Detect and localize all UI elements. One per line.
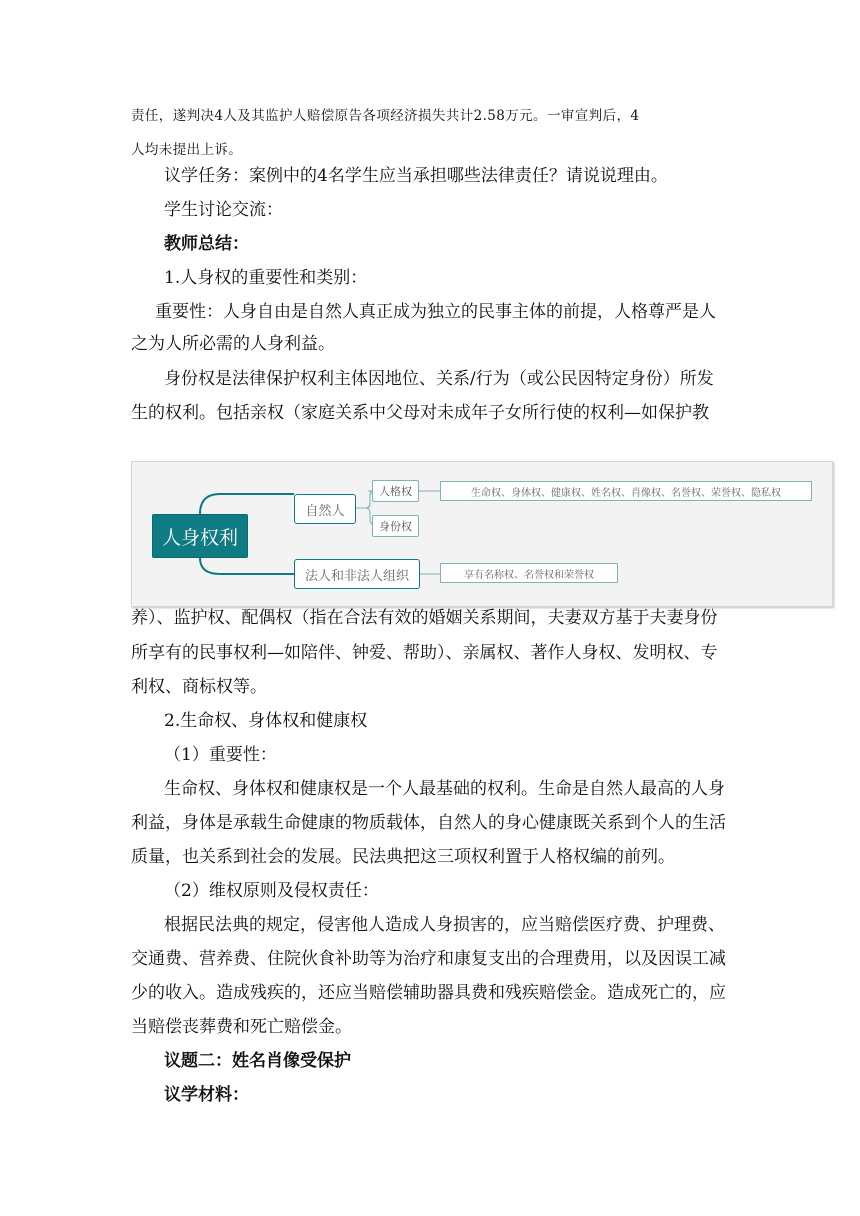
- body-line-20: 根据民法典的规定，侵害他人造成人身损害的，应当赔偿医疗费、护理费、: [164, 915, 725, 935]
- body-line-8: 之为人所必需的人身利益。: [131, 334, 335, 354]
- mind-map-figure: [131, 461, 833, 607]
- node-personality-rights: 人格权: [372, 480, 419, 502]
- body-line-23: 当赔偿丧葬费和死亡赔偿金。: [131, 1017, 352, 1037]
- subsection-liability: （2）维权原则及侵权责任：: [164, 881, 379, 901]
- body-line-13: 利权、商标权等。: [131, 677, 267, 697]
- body-line-12: 所享有的民事权利—如陪伴、钟爱、帮助）、亲属权、著作人身权、发明权、专: [131, 643, 718, 663]
- node-legal-person-list: 享有名称权、名誉权和荣誉权: [440, 563, 618, 583]
- body-line-2: 人均未提出上诉。: [131, 142, 243, 158]
- section-heading-2: 2.生命权、身体权和健康权: [164, 711, 368, 731]
- body-line-18: 质量，也关系到社会的发展。民法典把这三项权利置于人格权编的前列。: [131, 847, 675, 867]
- body-line-17: 利益，身体是承载生命健康的物质载体，自然人的身心健康既关系到个人的生活: [131, 813, 726, 833]
- teacher-summary-heading: 教师总结：: [164, 234, 249, 254]
- task-line: 议学任务：案例中的4名学生应当承担哪些法律责任？请说说理由。: [164, 166, 668, 186]
- body-line-11: 养）、监护权、配偶权（指在合法有效的婚姻关系期间，夫妻双方基于夫妻身份: [131, 608, 718, 628]
- body-line-1: 责任，遂判决4人及其监护人赔偿原告各项经济损失共计2.58万元。一审宣判后，4: [131, 108, 640, 124]
- body-line-21: 交通费、营养费、住院伙食补助等为治疗和康复支出的合理费用，以及因误工减: [131, 949, 726, 969]
- topic-two-heading: 议题二：姓名肖像受保护: [164, 1051, 351, 1071]
- discussion-line: 学生讨论交流：: [164, 200, 283, 220]
- node-natural-person: 自然人: [294, 494, 356, 524]
- body-line-7: 重要性：人身自由是自然人真正成为独立的民事主体的前提，人格尊严是人: [155, 302, 716, 322]
- subsection-importance: （1）重要性：: [164, 745, 277, 765]
- node-legal-person: 法人和非法人组织: [294, 559, 420, 589]
- body-line-22: 少的收入。造成残疾的，还应当赔偿辅助器具费和残疾赔偿金。造成死亡的，应: [131, 983, 726, 1003]
- materials-heading: 议学材料：: [164, 1085, 249, 1105]
- body-line-10: 生的权利。包括亲权（家庭关系中父母对未成年子女所行使的权利—如保护教: [131, 403, 709, 423]
- node-personality-list: 生命权、身体权、健康权、姓名权、肖像权、名誉权、荣誉权、隐私权: [440, 481, 812, 501]
- body-line-16: 生命权、身体权和健康权是一个人最基础的权利。生命是自然人最高的人身: [164, 779, 725, 799]
- mind-map-root: 人身权利: [152, 514, 248, 558]
- node-identity-rights: 身份权: [372, 515, 419, 537]
- connector-natural-person: [200, 494, 294, 514]
- section-heading-1: 1.人身权的重要性和类别：: [164, 268, 368, 288]
- connector-legal-person: [200, 558, 294, 574]
- body-line-9: 身份权是法律保护权利主体因地位、关系/行为（或公民因特定身份）所发: [164, 369, 714, 389]
